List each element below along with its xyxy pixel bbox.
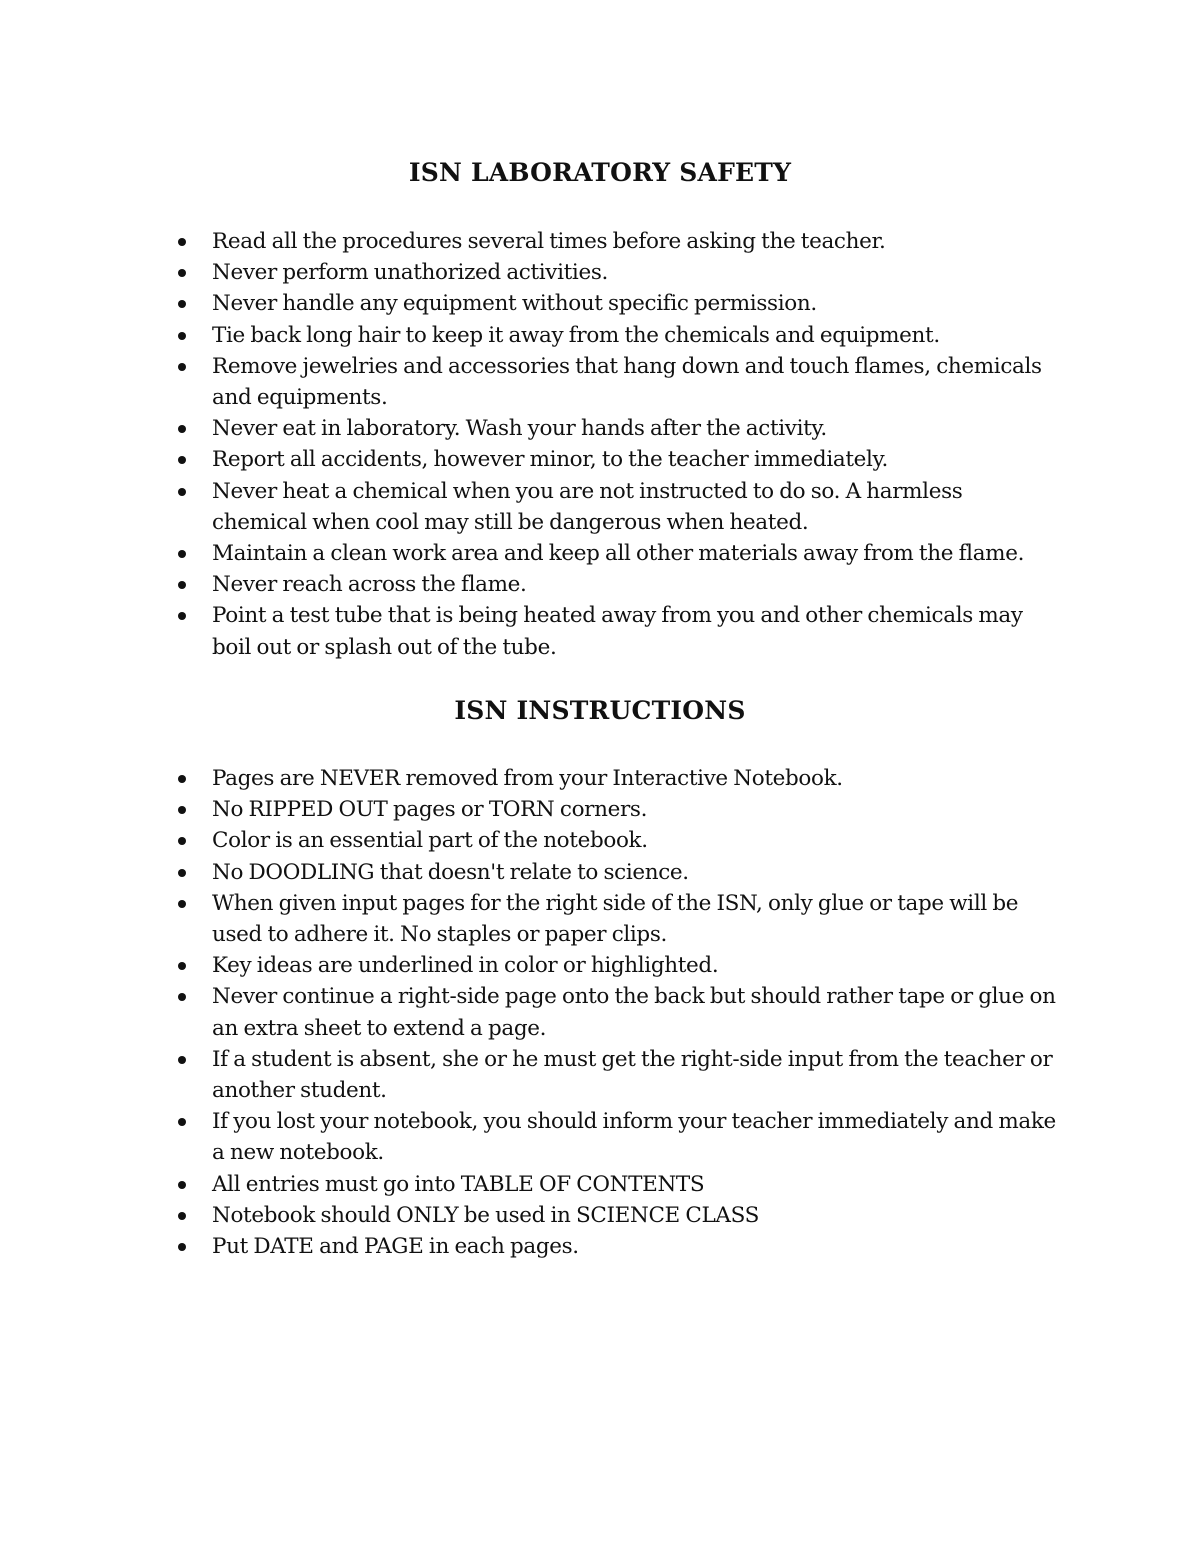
list-item: [0, 288, 1200, 319]
bullet-icon: [178, 581, 186, 589]
bullet-icon: [178, 238, 186, 246]
list-item: [0, 257, 1200, 288]
bullet-icon: [178, 900, 186, 908]
bullet-icon: [178, 1056, 186, 1064]
list-item: [0, 1200, 1200, 1231]
bullet-icon: [178, 363, 186, 371]
list-item: [0, 569, 1200, 600]
list-item: [0, 476, 1200, 538]
bullet-icon: [178, 269, 186, 277]
list-item: [0, 825, 1200, 856]
list-item-text: Never heat a chemical when you are not instructed to do so. A harmless chemical when cool may still be dangerous when heated.: [212, 478, 963, 535]
list-item-text: Pages are NEVER removed from your Interactive Notebook.: [212, 766, 843, 791]
list-item-text: No RIPPED OUT pages or TORN corners.: [212, 797, 648, 823]
bullet-icon: [178, 775, 186, 783]
list-item-text: If a student is absent, she or he must get the right-side input from the teacher or another student.: [212, 1046, 1053, 1104]
list-item: [0, 600, 1200, 662]
list-item: [0, 320, 1200, 351]
bullet-icon: [178, 300, 186, 308]
bullet-icon: [178, 612, 186, 620]
list-item-text: Never reach across the flame.: [212, 572, 527, 598]
list-item: [0, 857, 1200, 888]
laboratory-safety-list: [0, 226, 1200, 663]
list-item-text: Key ideas are underlined in color or highlighted.: [212, 953, 719, 979]
list-item: [0, 794, 1200, 825]
list-item-text: Never handle any equipment without specific permission.: [212, 291, 817, 317]
instructions-list: [0, 763, 1200, 1262]
list-item-text: Point a test tube that is being heated away from you and other chemicals may boil out or splash out of the tube.: [212, 603, 1023, 660]
bullet-icon: [178, 806, 186, 814]
list-item-text: Put DATE and PAGE in each pages.: [212, 1234, 579, 1260]
list-item: [0, 351, 1200, 413]
list-item: [0, 226, 1200, 257]
bullet-icon: [178, 488, 186, 496]
list-item: [0, 1169, 1200, 1200]
list-item: [0, 950, 1200, 981]
bullet-icon: [178, 332, 186, 340]
bullet-icon: [178, 1118, 186, 1126]
bullet-icon: [178, 550, 186, 558]
list-item-text: Notebook should ONLY be used in SCIENCE CLASS: [212, 1202, 759, 1228]
bullet-icon: [178, 1181, 186, 1189]
bullet-icon: [178, 993, 186, 1001]
bullet-icon: [178, 837, 186, 845]
list-item-text: Remove jewelries and accessories that hang down and touch flames, chemicals and equipments.: [212, 353, 1042, 411]
list-item: [0, 763, 1200, 794]
list-item-text: When given input pages for the right side of the ISN, only glue or tape will be used to adhere it. No staples or paper clips.: [212, 890, 1019, 948]
section-title-laboratory-safety: ISN LABORATORY SAFETY: [408, 158, 792, 187]
list-item-text: Maintain a clean work area and keep all other materials away from the flame.: [212, 541, 1025, 567]
list-item: [0, 444, 1200, 475]
bullet-icon: [178, 456, 186, 464]
list-item-text: No DOODLING that doesn't relate to science.: [212, 859, 689, 885]
list-item: [0, 1044, 1200, 1106]
bullet-icon: [178, 425, 186, 433]
list-item: [0, 1231, 1200, 1262]
list-item-text: Report all accidents, however minor, to the teacher immediately.: [212, 447, 888, 473]
list-item-text: Tie back long hair to keep it away from the chemicals and equipment.: [212, 322, 940, 348]
list-item: [0, 413, 1200, 444]
list-item-text: Read all the procedures several times before asking the teacher.: [212, 229, 886, 254]
bullet-icon: [178, 869, 186, 877]
list-item-text: Color is an essential part of the notebook.: [212, 828, 648, 854]
section-title-instructions: ISN INSTRUCTIONS: [454, 696, 746, 725]
list-item-text: Never perform unathorized activities.: [212, 260, 608, 286]
bullet-icon: [178, 962, 186, 970]
list-item: [0, 1106, 1200, 1168]
list-item-text: Never continue a right-side page onto the back but should rather tape or glue on an extra sheet to extend a page.: [212, 984, 1056, 1041]
bullet-icon: [178, 1212, 186, 1220]
list-item-text: All entries must go into TABLE OF CONTENTS: [212, 1171, 705, 1197]
list-item: [0, 538, 1200, 569]
bullet-icon: [178, 1243, 186, 1251]
list-item: [0, 888, 1200, 950]
list-item: [0, 981, 1200, 1043]
list-item-text: If you lost your notebook, you should inform your teacher immediately and make a new notebook.: [212, 1109, 1056, 1166]
list-item-text: Never eat in laboratory. Wash your hands after the activity.: [212, 416, 827, 442]
